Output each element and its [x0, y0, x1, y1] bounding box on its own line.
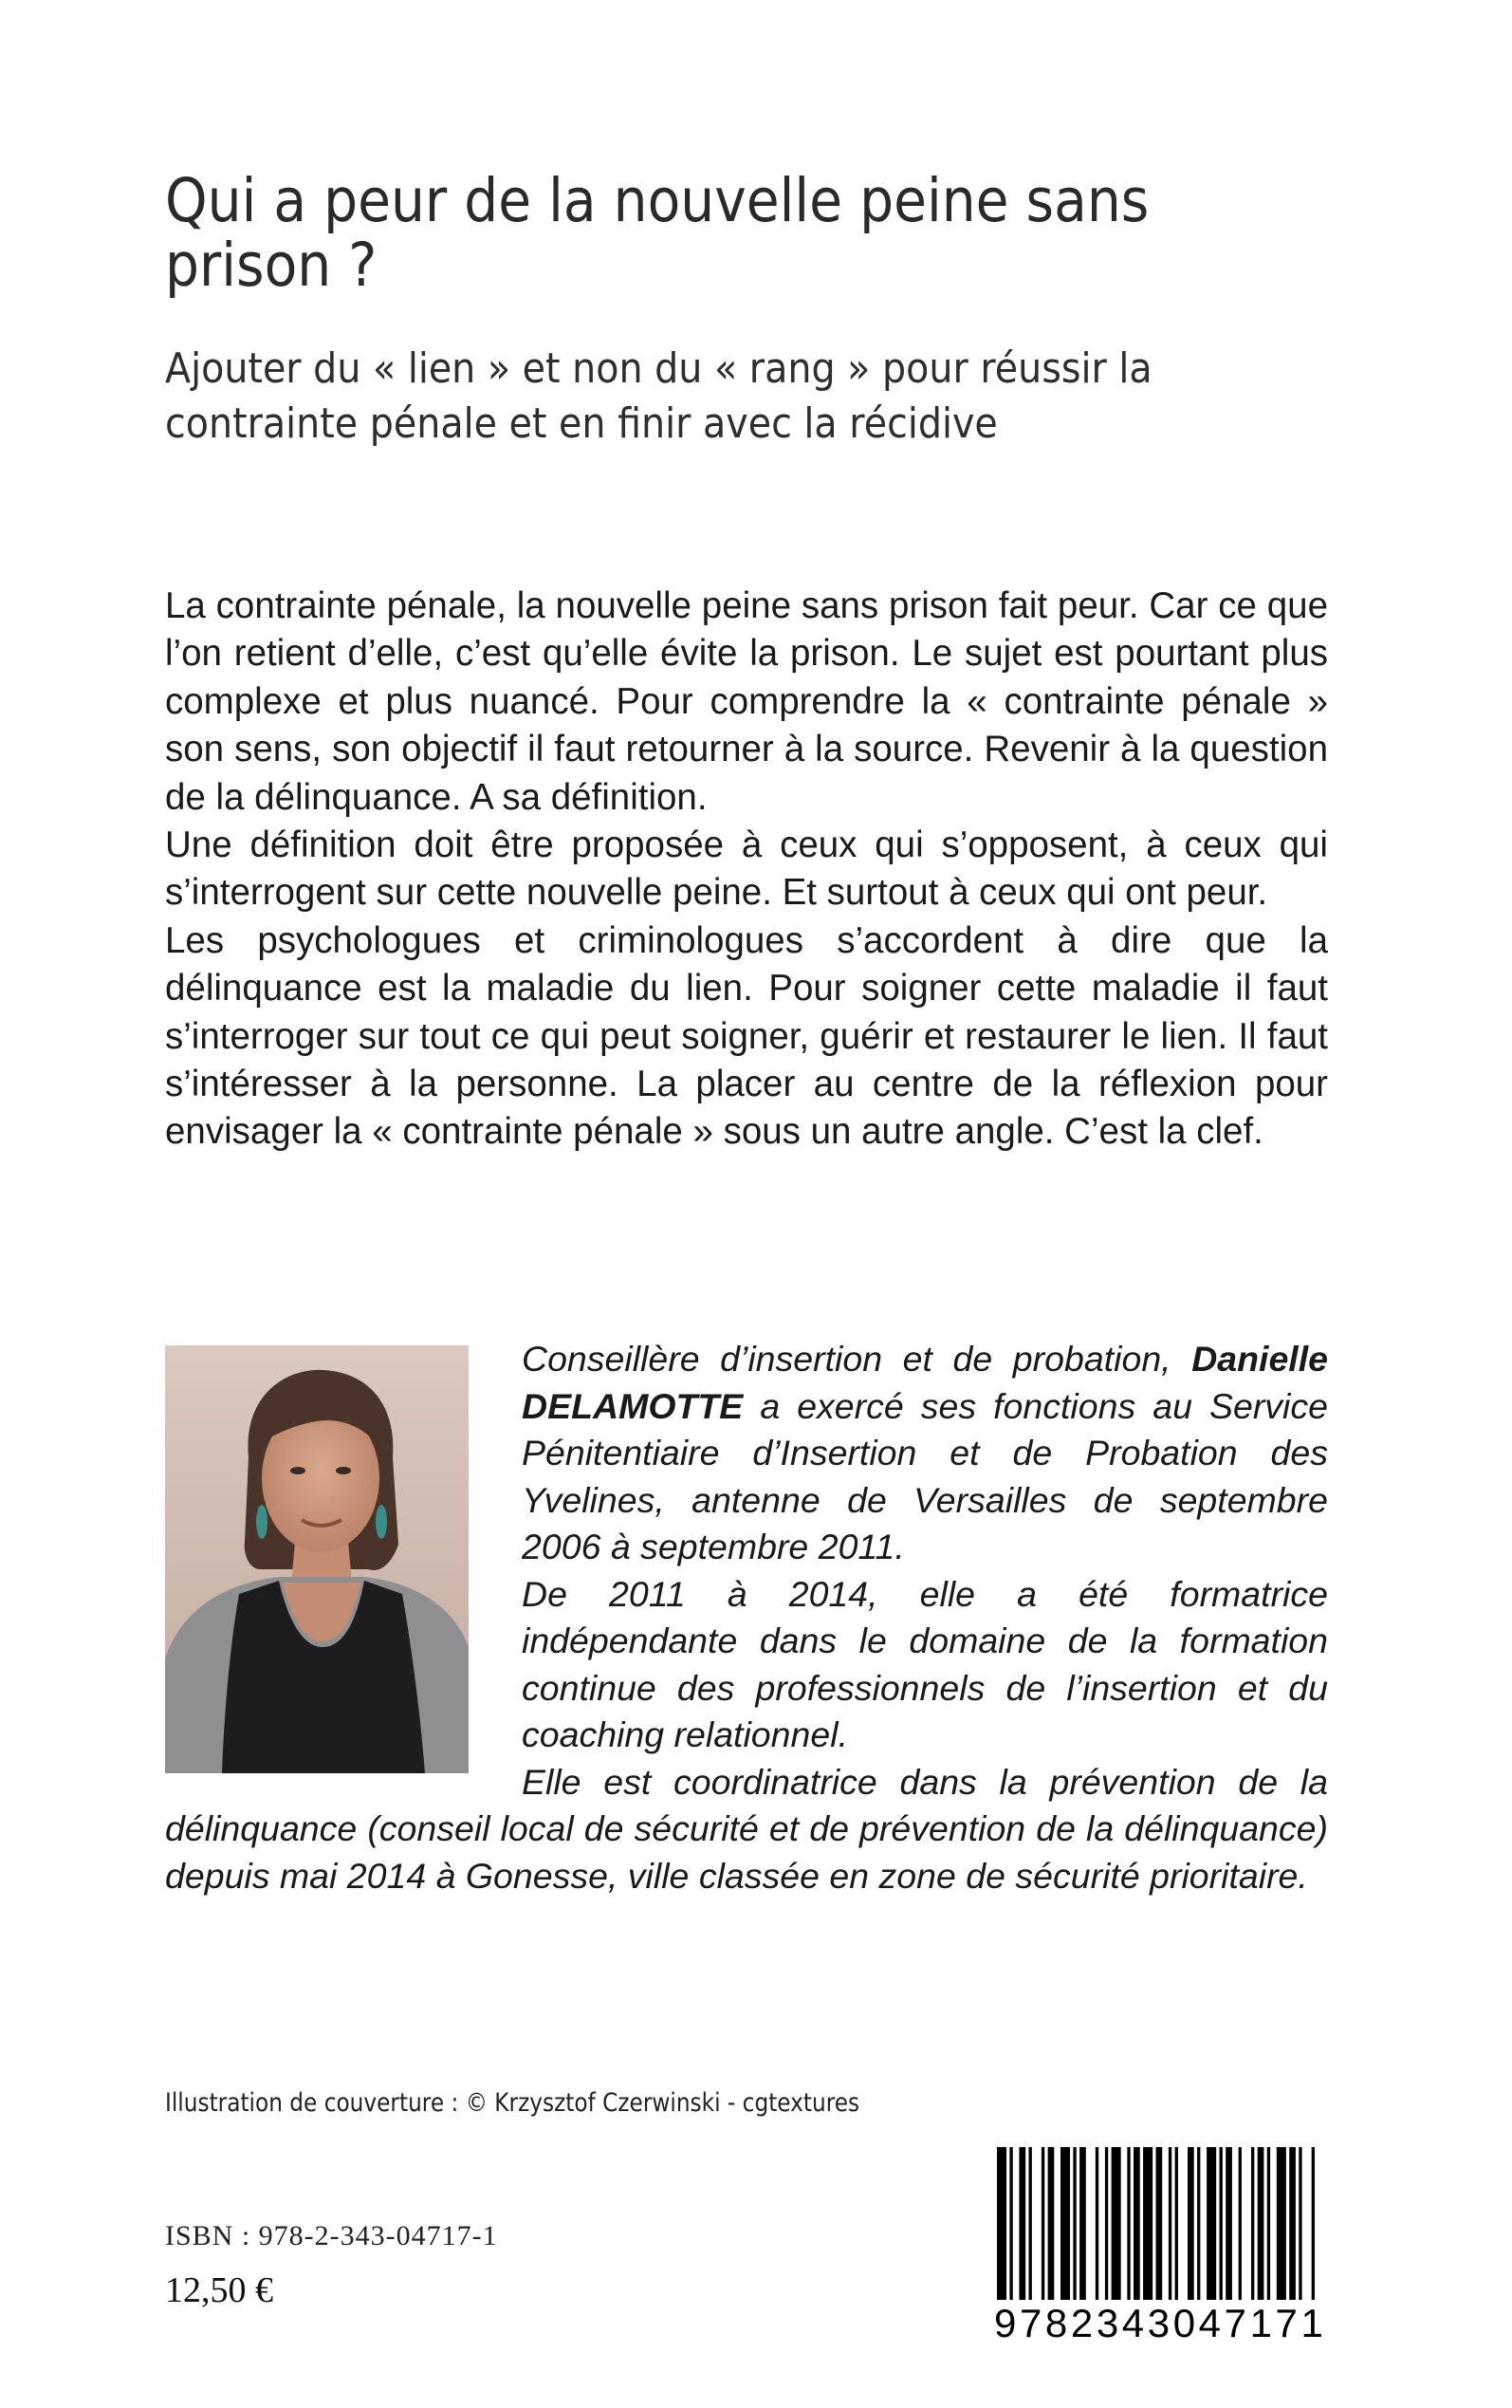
bio-paragraph-2: De 2011 à 2014, elle a été formatrice indépendante dans le domaine de la formation continue des professionnels de l’insertion et du coaching relationnel.: [522, 1573, 1328, 1754]
barcode-bar: [1112, 2147, 1121, 2302]
photo-spacer: [165, 1336, 522, 1768]
barcode-bar: [1096, 2147, 1098, 2302]
barcode-digits: 9782343047171: [994, 2301, 1327, 2345]
barcode-bar: [1258, 2147, 1264, 2302]
barcode-bar: [1019, 2147, 1025, 2302]
barcode-bar: [1127, 2147, 1130, 2302]
bio-paragraph-3: Elle est coordinatrice dans la prévention de la délinquance (conseil local de sécurité et de prévention de la délinquance) depuis mai 2014 à Gonesse, ville classée en zone de sécurité prioritaire.: [165, 1761, 1328, 1896]
barcode-bar: [1169, 2147, 1171, 2302]
author-name: Danielle DELAMOTTE: [522, 1339, 1328, 1426]
barcode-bar: [1239, 2147, 1242, 2302]
barcode-bar: [1220, 2147, 1223, 2302]
barcode-bar: [1048, 2147, 1055, 2302]
cover-credit: Illustration de couverture : © Krzysztof Czerwinski - cgtextures: [165, 2088, 860, 2118]
barcode-bar: [1079, 2147, 1086, 2302]
summary-paragraph: Les psychologues et criminologues s’accordent à dire que la délinquance est la maladie du lien. Pour soigner cette maladie il faut s’interroger sur tout ce qui peut soigner, guérir et restaurer le lien. Il faut s’intéresser à la personne. La placer au centre de la réflexion pour envisager la « contrainte pénale » sous un autre angle. C’est la clef.: [165, 919, 1328, 1153]
summary-paragraph: Une définition doit être proposée à ceux qui s’opposent, à ceux qui s’interrogent sur cette nouvelle peine. Et surtout à ceux qui ont peur.: [165, 824, 1328, 914]
bio-details: a exercé ses fonctions au Service Pénitentiaire d’Insertion et de Probation des Yvelines, antenne de Versailles de septembre 2006 à septembre 2011.: [522, 1385, 1328, 1566]
price-label: 12,50 €: [165, 2270, 273, 2310]
barcode-bar: [1299, 2147, 1301, 2302]
summary-text: [165, 583, 1328, 1157]
bio-intro: Conseillère d’insertion et de probation,: [522, 1339, 1171, 1379]
barcode-bar: [1188, 2147, 1194, 2302]
barcode-bar: [1156, 2147, 1163, 2302]
barcode-bar: [1267, 2147, 1270, 2302]
book-title: Qui a peur de la nouvelle peine sans prison ?: [165, 166, 1150, 300]
barcode-bar: [1197, 2147, 1200, 2302]
barcode-bar: [1207, 2147, 1216, 2302]
summary-paragraph: La contrainte pénale, la nouvelle peine sans prison fait peur. Car ce que l’on retient d’elle, c’est qu’elle évite la prison. Le sujet est pourtant plus complexe et plus nuancé. Pour comprendre la « contrainte pénale » son sens, son objectif il faut retourner à la source. Revenir à la question de la délinquance. A sa définition.: [165, 585, 1328, 818]
barcode-bar: [1143, 2147, 1152, 2302]
barcode-bar: [1175, 2147, 1178, 2302]
author-bio: [165, 1336, 1328, 1899]
barcode-bar: [1042, 2147, 1044, 2302]
barcode-bar: [1060, 2147, 1070, 2302]
barcode-bar: [1312, 2147, 1315, 2302]
isbn-number: ISBN : 978-2-343-04717-1: [165, 2220, 498, 2251]
barcode-bar: [1009, 2147, 1012, 2302]
barcode-bar: [1134, 2147, 1140, 2302]
barcode-bar: [1277, 2147, 1286, 2302]
barcode-bar: [1289, 2147, 1296, 2302]
barcode-bar: [1105, 2147, 1108, 2302]
barcode-bar: [1251, 2147, 1254, 2302]
book-subtitle: Ajouter du « lien » et non du « rang » pour réussir la contrainte pénale et en finir avec la récidive: [165, 344, 1152, 448]
barcode-bar: [1073, 2147, 1076, 2302]
barcode-bar: [1226, 2147, 1232, 2302]
barcode-bar: [1029, 2147, 1032, 2302]
barcode-bar: [997, 2147, 1006, 2302]
